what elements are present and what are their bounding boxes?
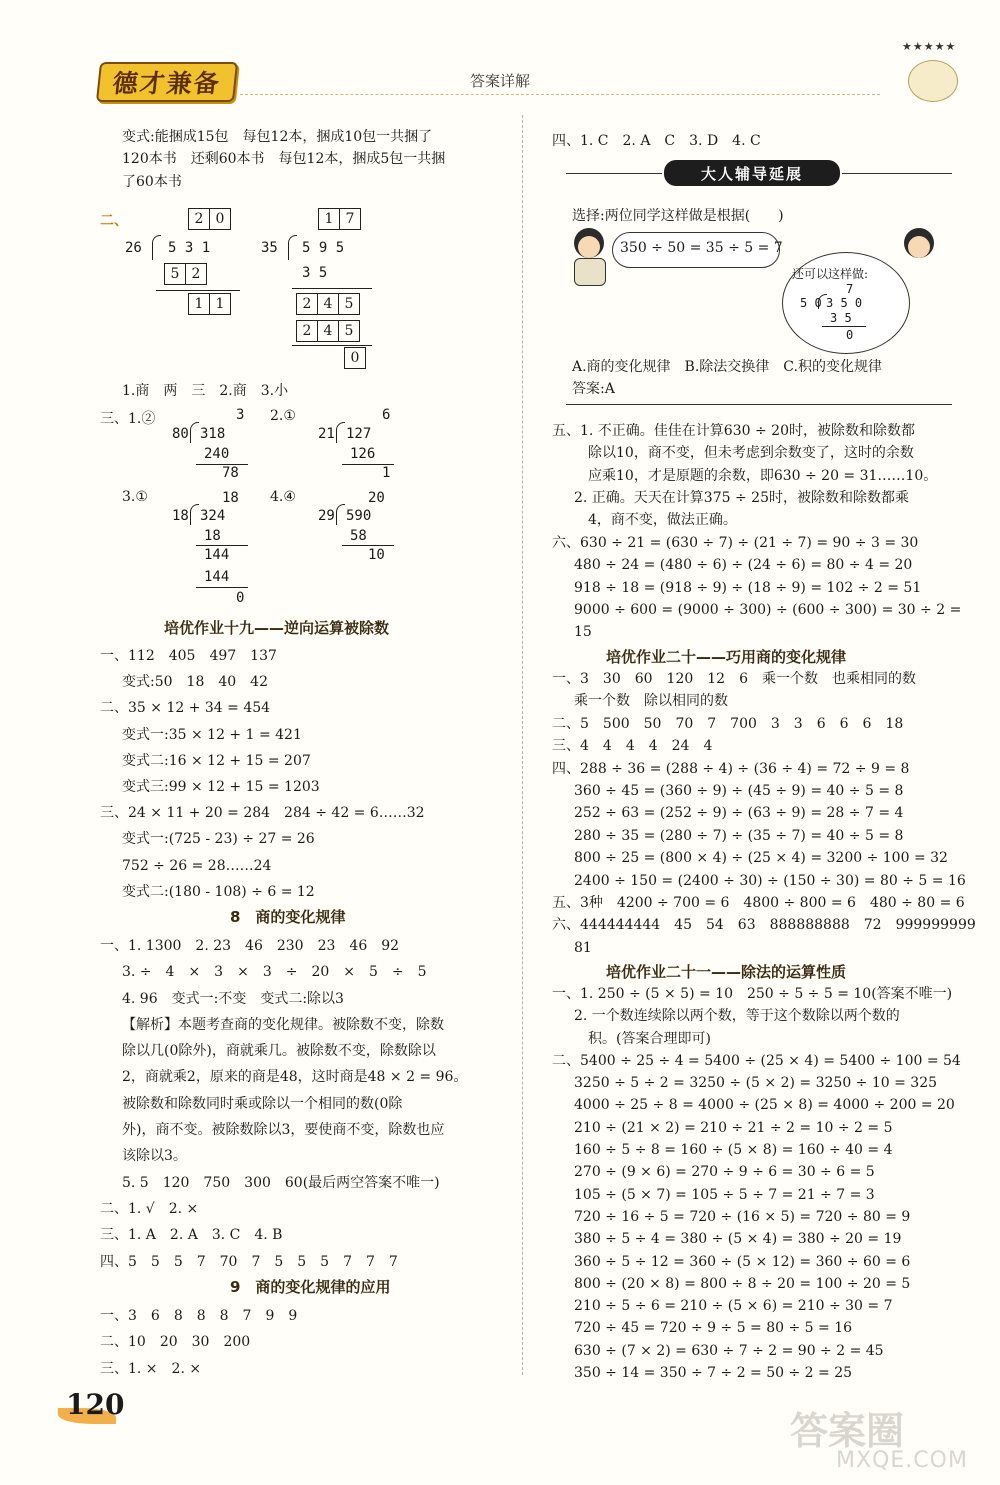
division-bracket bbox=[288, 235, 297, 260]
dividend: 5 9 5 bbox=[302, 240, 345, 256]
text-line: 二、10 20 30 200 bbox=[100, 1334, 251, 1351]
text-line: 除以10，商不变，但未考虑到余数变了，这时的余数 bbox=[588, 445, 914, 462]
quotient-box: 0 bbox=[209, 208, 231, 230]
text-line: 变式二:16 × 12 + 15 = 207 bbox=[122, 752, 311, 769]
san-label-4: 4.④ bbox=[270, 489, 296, 505]
s8-block bbox=[100, 933, 467, 1275]
text-line: 720 ÷ 45 = 720 ÷ 9 ÷ 5 = 80 ÷ 5 = 16 bbox=[574, 1320, 853, 1337]
text-line: 三、24 × 11 + 20 = 284 284 ÷ 42 = 6……32 bbox=[100, 805, 425, 822]
text-line: 360 ÷ 5 ÷ 12 = 360 ÷ (5 × 12) = 360 ÷ 60 = 6 bbox=[574, 1253, 911, 1270]
s21-block bbox=[552, 983, 961, 1384]
text-line: 三、4 4 4 4 24 4 bbox=[552, 738, 713, 755]
text-line: 720 ÷ 16 ÷ 5 = 720 ÷ (16 × 5) = 720 ÷ 80 = 9 bbox=[574, 1208, 911, 1225]
banner-bottom-rule bbox=[566, 404, 952, 405]
remainder-box: 1 bbox=[209, 293, 231, 315]
s20-block bbox=[552, 668, 976, 959]
girl-face-icon bbox=[908, 236, 930, 258]
liu-block bbox=[552, 532, 961, 643]
dividend: 5 3 1 bbox=[168, 240, 211, 256]
text-line: 800 ÷ 25 = (800 × 4) ÷ (25 × 4) = 3200 ÷ 100 = 32 bbox=[574, 850, 948, 867]
xuanze-options: A.商的变化规律 B.除法交换律 C.积的变化规律 bbox=[572, 359, 882, 375]
header-title: 答案详解 bbox=[470, 72, 531, 90]
digit-box: 5 bbox=[338, 320, 360, 342]
bianshi-block bbox=[122, 126, 445, 193]
text-line: 280 ÷ 35 = (280 ÷ 7) ÷ (35 ÷ 7) = 40 ÷ 5 = 8 bbox=[574, 827, 904, 844]
remainder-box: 0 bbox=[344, 347, 366, 369]
boy-face-icon bbox=[578, 236, 600, 258]
text-line: 三、1. × 2. × bbox=[100, 1360, 202, 1377]
text-line: 一、3 30 60 120 12 6 乘一个数 也乘相同的数 bbox=[552, 671, 916, 687]
text-line: 六、630 ÷ 21 = (630 ÷ 7) ÷ (21 ÷ 7) = 90 ÷ 3 = 30 bbox=[552, 535, 919, 551]
header-rule bbox=[240, 94, 880, 95]
text-line: 【解析】本题考查商的变化规律。被除数不变，除数 bbox=[122, 1016, 444, 1033]
text-line: 三、1. A 2. A 3. C 4. B bbox=[100, 1227, 283, 1244]
bubble-left-text: 350 ÷ 50 = 35 ÷ 5 = 7 bbox=[620, 240, 783, 256]
division-rule bbox=[292, 345, 372, 346]
text-line: 被除数和除数同时乘或除以一个相同的数(0除 bbox=[122, 1095, 403, 1112]
text-line: 二、1. √ 2. × bbox=[100, 1200, 199, 1217]
text-line: 3250 ÷ 5 ÷ 2 = 3250 ÷ (5 × 2) = 3250 ÷ 10 = 325 bbox=[574, 1075, 938, 1092]
text-line: 2. 正确。天天在计算375 ÷ 25时，被除数和除数都乘 bbox=[574, 489, 909, 506]
s9-block bbox=[100, 1303, 297, 1382]
text-line: 5. 5 120 750 300 60(最后两空答案不唯一) bbox=[122, 1174, 440, 1191]
text-line: 一、112 405 497 137 bbox=[100, 648, 277, 664]
section-title-9: 9 商的变化规律的应用 bbox=[230, 1278, 391, 1296]
text-line: 2. 一个数连续除以两个数，等于这个数除以两个数的 bbox=[574, 1008, 900, 1025]
text-line: 752 ÷ 26 = 28……24 bbox=[122, 857, 272, 874]
text-line: 变式一:(725 - 23) ÷ 27 = 26 bbox=[122, 831, 315, 848]
text-line: 外)，商不变。被除数除以3，要使商不变，除数也应 bbox=[122, 1122, 445, 1139]
column-divider bbox=[522, 115, 523, 1375]
watermark-logo: 答案圈 bbox=[790, 1409, 905, 1453]
text-line: 变式一:35 × 12 + 1 = 421 bbox=[122, 726, 302, 743]
banner-rule bbox=[566, 173, 662, 174]
text-line: 应乘10，才是原题的余数，即630 ÷ 20 = 31……10。 bbox=[588, 467, 938, 484]
quotient-box: 2 bbox=[188, 208, 210, 230]
text-line: 380 ÷ 5 ÷ 4 = 380 ÷ (5 × 4) = 380 ÷ 20 = 19 bbox=[574, 1231, 902, 1248]
text-line: 除以几(0除外)，商就乘几。被除数不变，除数除以 bbox=[122, 1043, 436, 1060]
divisor: 35 bbox=[261, 240, 278, 256]
text-line: 二、5 500 50 70 7 700 3 3 6 6 6 18 bbox=[552, 715, 904, 732]
text-line: 五、1. 不正确。佳佳在计算630 ÷ 20时，被除数和除数都 bbox=[552, 423, 915, 439]
text-line: 变式三:99 × 12 + 15 = 1203 bbox=[122, 779, 320, 796]
digit-box: 5 bbox=[338, 293, 360, 315]
text-line: 二、35 × 12 + 34 = 454 bbox=[100, 700, 271, 717]
partial-box: 5 bbox=[164, 263, 186, 285]
xuanze-question: 选择:两位同学这样做是根据( ) bbox=[572, 208, 784, 224]
section-title-20: 培优作业二十——巧用商的变化规律 bbox=[606, 648, 847, 666]
text-line: 120本书 还剩60本书 每包12本，捆成5包一共捆 bbox=[122, 151, 446, 168]
si-answers: 四、1. C 2. A C 3. D 4. C bbox=[552, 133, 761, 149]
division-bracket bbox=[152, 235, 161, 260]
text-line: 六、444444444 45 54 63 888888888 72 999999999 bbox=[552, 917, 976, 934]
text-line: 四、288 ÷ 36 = (288 ÷ 4) ÷ (36 ÷ 4) = 72 ÷ 9 = 8 bbox=[552, 760, 910, 777]
text-line: 480 ÷ 24 = (480 ÷ 6) ÷ (24 ÷ 6) = 80 ÷ 4 = 20 bbox=[574, 557, 913, 574]
partial-product: 3 5 bbox=[302, 265, 328, 281]
san-label-1: 三、1.② bbox=[100, 411, 156, 427]
book-logo: 德才兼备 bbox=[96, 62, 238, 102]
text-line: 五、3种 4200 ÷ 700 = 6 4800 ÷ 800 = 6 480 ÷ 80 = 6 bbox=[552, 895, 965, 912]
text-line: 270 ÷ (9 × 6) = 270 ÷ 9 ÷ 6 = 30 ÷ 6 = 5 bbox=[574, 1164, 875, 1181]
digit-box: 2 bbox=[296, 293, 318, 315]
text-line: 360 ÷ 45 = (360 ÷ 9) ÷ (45 ÷ 9) = 40 ÷ 5 = 8 bbox=[574, 783, 904, 800]
san-label-2: 2.① bbox=[270, 408, 296, 424]
xuanze-answer: 答案:A bbox=[572, 381, 615, 397]
section-title-21: 培优作业二十一——除法的运算性质 bbox=[606, 963, 847, 981]
s19-block bbox=[100, 643, 425, 905]
rating-stars-icon: ★★★★★ bbox=[902, 40, 957, 53]
divisor: 26 bbox=[125, 240, 142, 256]
text-line: 4000 ÷ 25 ÷ 8 = 4000 ÷ (25 × 8) = 4000 ÷ 200 = 20 bbox=[574, 1097, 955, 1114]
text-line: 160 ÷ 5 ÷ 8 = 160 ÷ (5 × 8) = 160 ÷ 40 = 4 bbox=[574, 1142, 893, 1159]
text-line: 4. 96 变式一:不变 变式二:除以3 bbox=[122, 990, 344, 1007]
digit-box: 2 bbox=[296, 320, 318, 342]
text-line: 该除以3。 bbox=[122, 1148, 187, 1165]
section-title-19: 培优作业十九——逆向运算被除数 bbox=[164, 619, 390, 637]
text-line: 918 ÷ 18 = (918 ÷ 9) ÷ (18 ÷ 9) = 102 ÷ 2 = 51 bbox=[574, 579, 922, 596]
bubble-right-title: 还可以这样做: bbox=[792, 267, 869, 281]
division-rule bbox=[292, 288, 372, 289]
quotient-box: 7 bbox=[339, 208, 361, 230]
text-line: 一、1. 250 ÷ (5 × 5) = 10 250 ÷ 5 ÷ 5 = 10(答案不唯一) bbox=[552, 986, 953, 1002]
text-line: 二、5400 ÷ 25 ÷ 4 = 5400 ÷ (25 × 4) = 5400 ÷ 100 = 54 bbox=[552, 1052, 961, 1069]
banner-rule bbox=[842, 173, 952, 174]
text-line: 3. ÷ 4 × 3 × 3 ÷ 20 × 5 ÷ 5 bbox=[122, 964, 427, 981]
boy-body-icon bbox=[574, 258, 606, 286]
text-line: 了60本书 bbox=[122, 173, 182, 190]
text-line: 4，商不变，做法正确。 bbox=[588, 512, 737, 529]
text-line: 800 ÷ (20 × 8) = 800 ÷ 8 ÷ 20 = 100 ÷ 20 = 5 bbox=[574, 1275, 911, 1292]
answer-page: 德才兼备 答案详解 ★★★★★ 变式:能捆成15包 每包12本，捆成10包一共捆了 120本书 还剩60本书 每包12本，捆成5包一共捆 了60本书 二、 2 0 26 5 3 1 5 2 1 1 1 7 35 5 9 5 3 5 2 4 5 2 4 5 0 1.商 两 三 2.商 3.小 三、1.② 3 80 318 240 78 2.① 6 21 127 126 1 3.① 18 18 324 18 144 144 0 4.④ 20 29 590 58 10 培优作业十九——逆向运算被除数 一、112 405 497 137 变式:50 18 40 42 二、35 × 12 + 34 = 454 变式一:35 × 12 + 1 = 421 变式二:16 × 12 + 15 = 207 变式三:99 × 12 + 15 = 1203 三、24 × 11 + 20 = 284 284 ÷ 42 = 6……32 变式一:(725 - 23) ÷ 27 = 26 752 ÷ 26 = 28……24 变式二:(180 - 108) ÷ 6 = 12 8 商的变化规律 一、1. 1300 2. 23 46 230 23 46 92 3. ÷ 4 × 3 × 3 ÷ 20 × 5 ÷ 5 4. 96 变式一:不变 变式二:除以3 【解析】本题考查商的变化规律。被除数不变，除数 除以几(0除外)，商就乘几。被除数不变，除数除以 2，商就乘2，原来的商是48，这时商是48 × 2 = 96。 被除数和除数同时乘或除以一个相同的数(0除 外)，商不变。被除数除以3，要使商不变，除数也应 该除以3。 5. 5 120 750 300 60(最后两空答案不唯一) 二、1. √ 2. × 三、1. A 2. A 3. C 4. B 四、5 5 5 7 70 7 5 5 5 7 7 7 9 商的变化规律的应用 一、3 6 8 8 8 7 9 9 二、10 20 30 200 三、1. × 2. × 四、1. C 2. A C 3. D 4. C 大人辅导延展 选择:两位同学这样做是根据( ) 350 ÷ 50 = 35 ÷ 5 = 7 还可以这样做: 7 5 0 3 5 0 3 5 0 A.商的变化规律 B.除法交换律 C.积的变化规律 答案:A 五、1. 不正确。佳佳在计算630 ÷ 20时，被除数和除数都 除以10，商不变，但未考虑到余数变了，这时的余数 应乘10，才是原题的余数，即630 ÷ 20 = 31……10。 2. 正确。天天在计算375 ÷ 25时，被除数和除数都乘 4，商不变，做法正确。 六、630 ÷ 21 = (630 ÷ 7) ÷ (21 ÷ 7) = 90 ÷ 3 = 30 480 ÷ 24 = (480 ÷ 6) ÷ (24 ÷ 6) = 80 ÷ 4 = 20 918 ÷ 18 = (918 ÷ 9) ÷ (18 ÷ 9) = 102 ÷ 2 = 51 9000 ÷ 600 = (9000 ÷ 300) ÷ (600 ÷ 300) = 30 ÷ 2 = 15 培优作业二十——巧用商的变化规律 一、3 30 60 120 12 6 乘一个数 也乘相同的数 乘一个数 除以相同的数 二、5 500 50 70 7 700 3 3 6 6 6 18 三、4 4 4 4 24 4 四、288 ÷ 36 = (288 ÷ 4) ÷ (36 ÷ 4) = 72 ÷ 9 = 8 360 ÷ 45 = (360 ÷ 9) ÷ (45 ÷ 9) = 40 ÷ 5 = 8 252 ÷ 63 = (252 ÷ 9) ÷ (63 ÷ 9) = 28 ÷ 7 = 4 280 ÷ 35 = (280 ÷ 7) ÷ (35 ÷ 7) = 40 ÷ 5 = 8 800 ÷ 25 = (800 × 4) ÷ (25 × 4) = 3200 ÷ 100 = 32 2400 ÷ 150 = (2400 ÷ 30) ÷ (150 ÷ 30) = 80 ÷ 5 = 16 五、3种 4200 ÷ 700 = 6 4800 ÷ 800 = 6 480 ÷ 80 = 6 六、444444444 45 54 63 888888888 72 999999999 81 培优作业二十一——除法的运算性质 一、1. 250 ÷ (5 × 5) = 10 250 ÷ 5 ÷ 5 = 10(答案不唯一) 2. 一个数连续除以两个数，等于这个数除以两个数的 积。(答案合理即可) 二、5400 ÷ 25 ÷ 4 = 5400 ÷ (25 × 4) = 5400 ÷ 100 = 54 3250 ÷ 5 ÷ 2 = 3250 ÷ (5 × 2) = 3250 ÷ 10 = 325 4000 ÷ 25 ÷ 8 = 4000 ÷ (25 × 8) = 4000 ÷ 200 = 20 210 ÷ (21 × 2) = 210 ÷ 21 ÷ 2 = 10 ÷ 2 = 5 160 ÷ 5 ÷ 8 = 160 ÷ (5 × 8) = 160 ÷ 40 = 4 270 ÷ (9 × 6) = 270 ÷ 9 ÷ 6 = 30 ÷ 6 = 5 105 ÷ (5 × 7) = 105 ÷ 5 ÷ 7 = 21 ÷ 7 = 3 720 ÷ 16 ÷ 5 = 720 ÷ (16 × 5) = 720 ÷ 80 = 9 380 ÷ 5 ÷ 4 = 380 ÷ (5 × 4) = 380 ÷ 20 = 19 360 ÷ 5 ÷ 12 = 360 ÷ (5 × 12) = 360 ÷ 60 = 6 800 ÷ (20 × 8) = 800 ÷ 8 ÷ 20 = 100 ÷ 20 = 5 210 ÷ 5 ÷ 6 = 210 ÷ (5 × 6) = 210 ÷ 30 = 7 720 ÷ 45 = 720 ÷ 9 ÷ 5 = 80 ÷ 5 = 16 630 ÷ (7 × 2) = 630 ÷ 7 ÷ 2 = 90 ÷ 2 = 45 350 ÷ 14 = 350 ÷ 7 ÷ 2 = 50 ÷ 2 = 25 120 答案圈 MXQE.COM bbox=[0, 0, 1000, 1485]
text-line: 乘一个数 除以相同的数 bbox=[574, 693, 728, 710]
remainder-box: 1 bbox=[188, 293, 210, 315]
text-line: 105 ÷ (5 × 7) = 105 ÷ 5 ÷ 7 = 21 ÷ 7 = 3 bbox=[574, 1186, 875, 1203]
watermark-url: MXQE.COM bbox=[836, 1448, 968, 1473]
text-line: 81 bbox=[574, 939, 592, 956]
text-line: 210 ÷ 5 ÷ 6 = 210 ÷ (5 × 6) = 210 ÷ 30 = 7 bbox=[574, 1298, 893, 1315]
text-line: 四、5 5 5 7 70 7 5 5 5 7 7 7 bbox=[100, 1253, 398, 1270]
digit-box: 4 bbox=[317, 293, 339, 315]
section-title-8: 8 商的变化规律 bbox=[230, 908, 346, 926]
san-label-3: 3.① bbox=[122, 489, 148, 505]
text-line: 15 bbox=[574, 624, 592, 641]
division-rule bbox=[156, 290, 240, 291]
text-line: 9000 ÷ 600 = (9000 ÷ 300) ÷ (600 ÷ 300) = 30 ÷ 2 = bbox=[574, 601, 962, 618]
text-line: 一、3 6 8 8 8 7 9 9 bbox=[100, 1308, 298, 1324]
page-number: 120 bbox=[66, 1388, 125, 1421]
badge-icon bbox=[908, 60, 958, 102]
digit-box: 4 bbox=[317, 320, 339, 342]
quotient-box: 1 bbox=[318, 208, 340, 230]
er-answers: 1.商 两 三 2.商 3.小 bbox=[122, 383, 289, 399]
text-line: 2400 ÷ 150 = (2400 ÷ 30) ÷ (150 ÷ 30) = 80 ÷ 5 = 16 bbox=[574, 872, 966, 889]
text-line: 变式二:(180 - 108) ÷ 6 = 12 bbox=[122, 883, 315, 900]
text-line: 变式:能捆成15包 每包12本，捆成10包一共捆了 bbox=[122, 129, 433, 145]
text-line: 210 ÷ (21 × 2) = 210 ÷ 21 ÷ 2 = 10 ÷ 2 = 5 bbox=[574, 1119, 893, 1136]
text-line: 630 ÷ (7 × 2) = 630 ÷ 7 ÷ 2 = 90 ÷ 2 = 45 bbox=[574, 1342, 884, 1359]
text-line: 一、1. 1300 2. 23 46 230 23 46 92 bbox=[100, 938, 400, 954]
wu-block bbox=[552, 420, 937, 531]
section-label: 二、 bbox=[100, 213, 128, 229]
text-line: 积。(答案合理即可) bbox=[588, 1030, 711, 1047]
text-line: 350 ÷ 14 = 350 ÷ 7 ÷ 2 = 50 ÷ 2 = 25 bbox=[574, 1365, 853, 1382]
text-line: 变式:50 18 40 42 bbox=[122, 674, 268, 691]
text-line: 2，商就乘2，原来的商是48，这时商是48 × 2 = 96。 bbox=[122, 1069, 468, 1086]
text-line: 252 ÷ 63 = (252 ÷ 9) ÷ (63 ÷ 9) = 28 ÷ 7 = 4 bbox=[574, 805, 904, 822]
partial-box: 2 bbox=[185, 263, 207, 285]
banner-title: 大人辅导延展 bbox=[664, 160, 840, 186]
